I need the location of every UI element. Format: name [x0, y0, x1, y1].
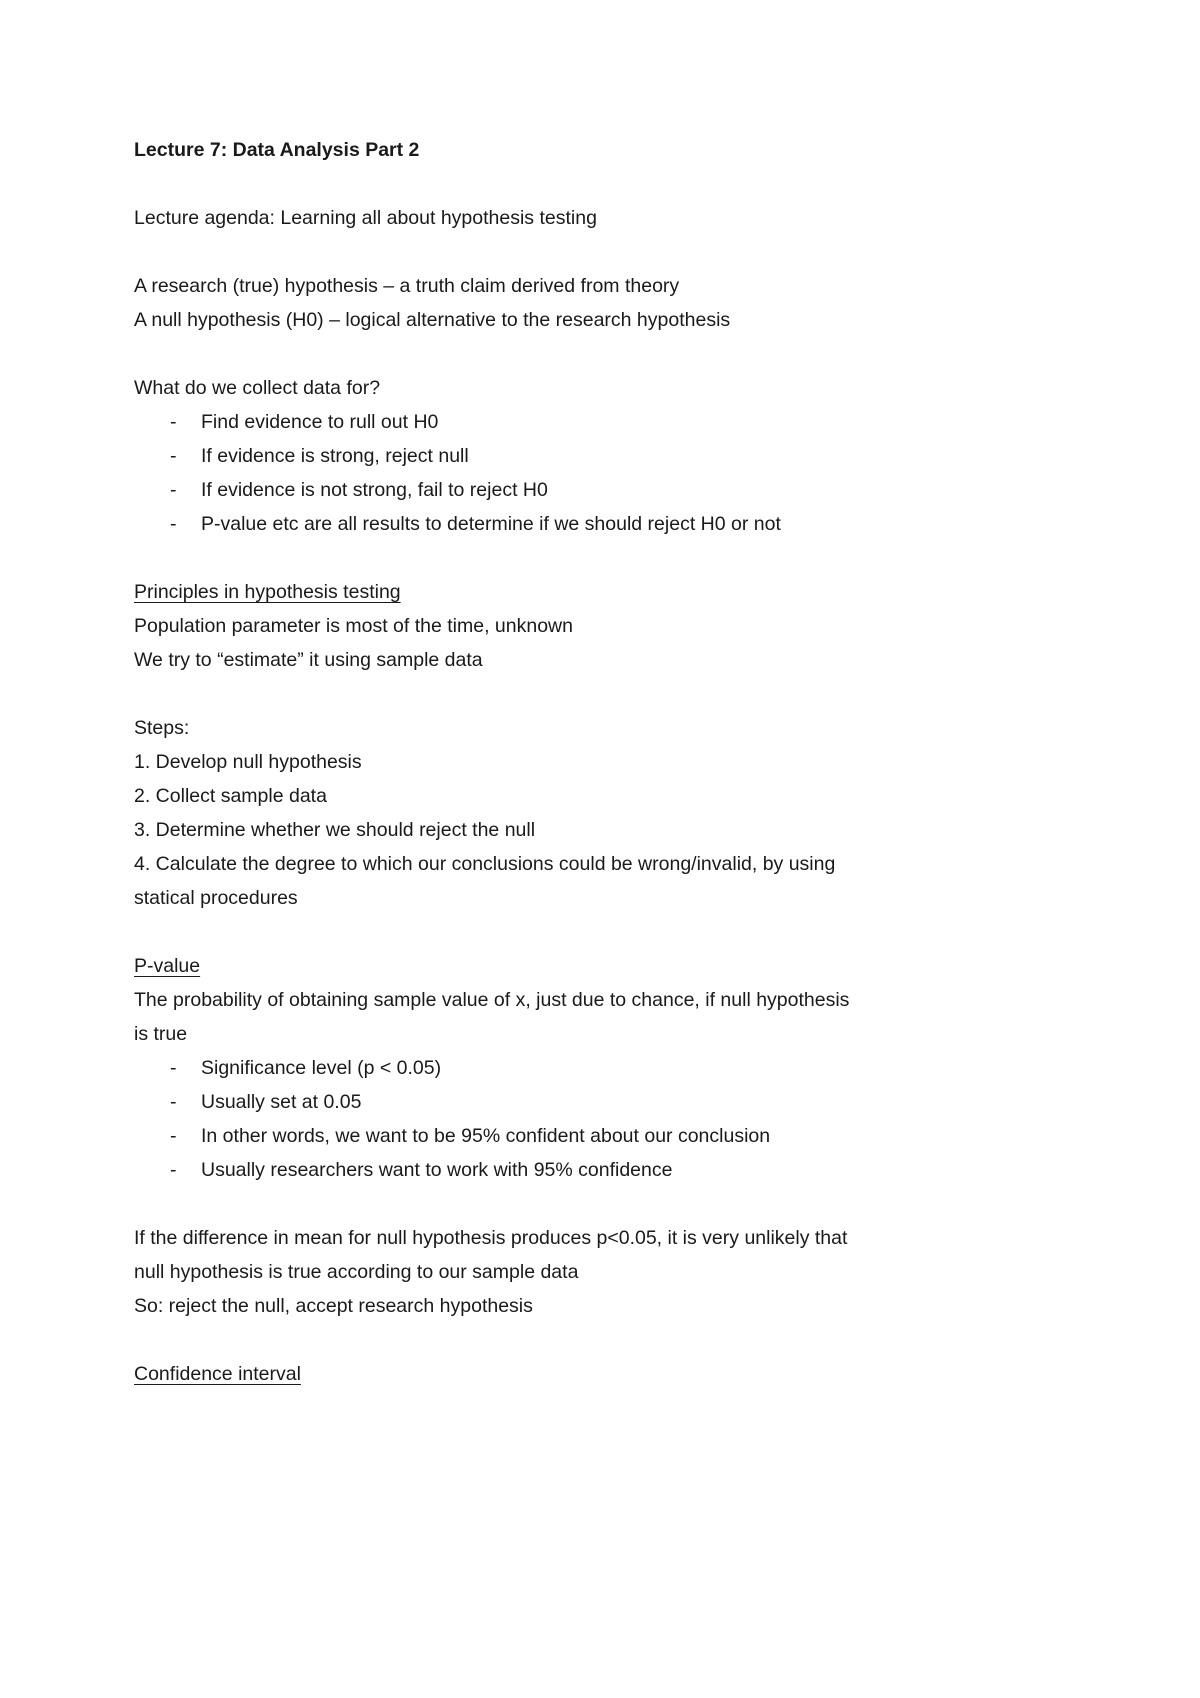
paragraph-line: We try to “estimate” it using sample data [134, 649, 483, 671]
list-item [134, 1153, 1134, 1187]
document-page [134, 133, 1134, 1391]
step-item: 1. Develop null hypothesis [134, 751, 362, 773]
bullet-dash: - [170, 1125, 177, 1147]
spacer [134, 167, 1134, 201]
list-item-text: If evidence is not strong, fail to reject H0 [201, 479, 548, 501]
collect-data-question: What do we collect data for? [134, 377, 381, 399]
list-item [134, 405, 1134, 439]
bullet-dash: - [170, 513, 177, 535]
spacer [134, 541, 1134, 575]
step-item: 2. Collect sample data [134, 785, 327, 807]
list-item [134, 1051, 1134, 1085]
list-item-text: Usually researchers want to work with 95% confidence [201, 1159, 673, 1181]
list-item-text: P-value etc are all results to determine if we should reject H0 or not [201, 513, 781, 535]
section-heading-steps: Steps: [134, 717, 190, 739]
list-item-text: Significance level (p < 0.05) [201, 1057, 442, 1079]
spacer [134, 677, 1134, 711]
paragraph-line: null hypothesis is true according to our sample data [134, 1261, 579, 1283]
list-item-text: In other words, we want to be 95% confident about our conclusion [201, 1125, 771, 1147]
section-heading-principles: Principles in hypothesis testing [134, 581, 401, 603]
bullet-dash: - [170, 1091, 177, 1113]
bullet-dash: - [170, 479, 177, 501]
bullet-dash: - [170, 411, 177, 433]
bullet-dash: - [170, 1159, 177, 1181]
page-title: Lecture 7: Data Analysis Part 2 [134, 139, 420, 161]
list-item-text: Find evidence to rull out H0 [201, 411, 439, 433]
list-item [134, 1085, 1134, 1119]
spacer [134, 915, 1134, 949]
bullet-dash: - [170, 1057, 177, 1079]
section-heading-p-value: P-value [134, 955, 201, 977]
spacer [134, 235, 1134, 269]
paragraph-line: The probability of obtaining sample value of x, just due to chance, if null hypothesis [134, 989, 850, 1011]
paragraph-line: So: reject the null, accept research hypothesis [134, 1295, 533, 1317]
list-item [134, 473, 1134, 507]
list-item [134, 1119, 1134, 1153]
spacer [134, 337, 1134, 371]
paragraph-line: is true [134, 1023, 188, 1045]
step-item: 3. Determine whether we should reject the null [134, 819, 536, 841]
spacer [134, 1323, 1134, 1357]
list-item-text: If evidence is strong, reject null [201, 445, 469, 467]
step-item: 4. Calculate the degree to which our conclusions could be wrong/invalid, by using [134, 853, 836, 875]
paragraph-line: Population parameter is most of the time, unknown [134, 615, 573, 637]
list-item [134, 439, 1134, 473]
bullet-dash: - [170, 445, 177, 467]
list-item [134, 507, 1134, 541]
research-hypothesis-definition: A research (true) hypothesis – a truth claim derived from theory [134, 275, 680, 297]
section-heading-confidence-interval: Confidence interval [134, 1363, 301, 1385]
lecture-agenda: Lecture agenda: Learning all about hypothesis testing [134, 207, 597, 229]
paragraph-line: If the difference in mean for null hypothesis produces p<0.05, it is very unlikely that [134, 1227, 848, 1249]
spacer [134, 1187, 1134, 1221]
step-item-continuation: statical procedures [134, 887, 298, 909]
null-hypothesis-definition: A null hypothesis (H0) – logical alternative to the research hypothesis [134, 309, 731, 331]
list-item-text: Usually set at 0.05 [201, 1091, 362, 1113]
